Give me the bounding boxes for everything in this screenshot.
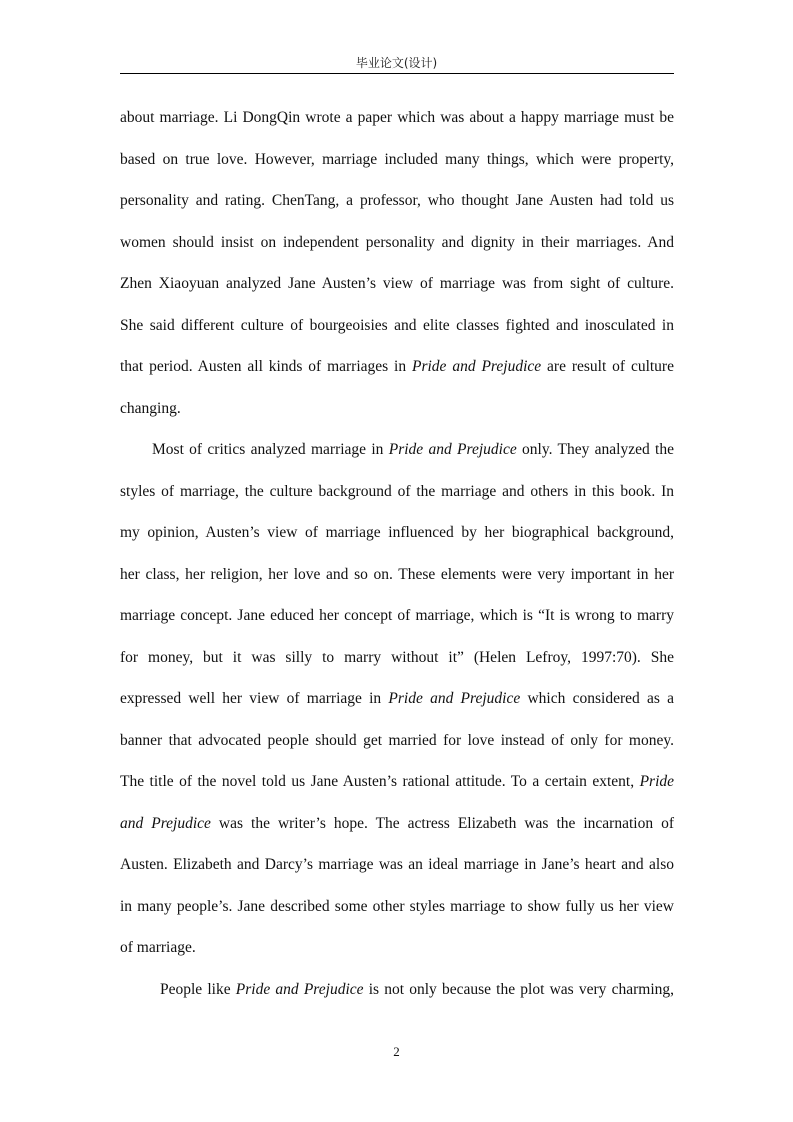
text-line: [120, 482, 674, 502]
text-line: [120, 316, 674, 336]
text-line: [120, 233, 674, 253]
text-segment: are result of culture: [541, 358, 674, 375]
text-segment: based on true love. However, marriage included many things, which were property,: [120, 150, 674, 168]
text-segment: banner that advocated people should get married for love instead of only for money.: [120, 731, 674, 749]
text-line: [120, 731, 674, 751]
text-segment: about marriage. Li DongQin wrote a paper which was about a happy marriage must be: [120, 109, 674, 126]
italic-title-text: Pride and Prejudice: [412, 358, 542, 375]
italic-title-text: Pride and Prejudice: [388, 441, 517, 458]
text-line: [120, 150, 674, 170]
italic-title-text: Pride and Prejudice: [388, 690, 521, 707]
text-line: [120, 855, 674, 875]
text-segment: for money, but it was silly to marry without it” (Helen Lefroy, 1997:70). She: [120, 648, 674, 666]
text-segment: her class, her religion, her love and so on. These elements were very important in her: [120, 565, 674, 583]
text-line: [120, 938, 674, 958]
text-line: [120, 523, 674, 543]
text-segment: Most of critics analyzed marriage in: [152, 441, 389, 458]
text-segment: The title of the novel told us Jane Austen’s rational attitude. To a certain extent,: [120, 773, 640, 790]
text-line: [120, 357, 674, 377]
text-segment: was the writer’s hope. The actress Elizabeth was the incarnation of: [210, 814, 674, 832]
text-line: [120, 689, 674, 709]
text-line: [120, 648, 674, 668]
text-segment: that period. Austen all kinds of marriages in: [120, 358, 412, 375]
text-line: [120, 814, 674, 834]
text-segment: women should insist on independent personality and dignity in their marriages. And: [120, 233, 674, 251]
text-segment: expressed well her view of marriage in: [120, 690, 389, 707]
text-segment: Austen. Elizabeth and Darcy’s marriage was an ideal marriage in Jane’s heart and also: [120, 856, 674, 873]
text-segment: is not only because the plot was very charming,: [363, 980, 674, 998]
text-segment: Zhen Xiaoyuan analyzed Jane Austen’s view of marriage was from sight of culture.: [120, 275, 674, 292]
text-segment: People like: [160, 980, 236, 998]
text-line: [120, 897, 674, 917]
running-header: 毕业论文(设计): [355, 56, 438, 70]
italic-title-text: Pride and Prejudice: [235, 980, 364, 998]
text-line: [120, 565, 674, 585]
header-rule: [120, 73, 674, 74]
text-segment: in many people’s. Jane described some other styles marriage to show fully us her view: [120, 897, 674, 915]
text-segment: She said different culture of bourgeoisies and elite classes fighted and inosculated in: [120, 316, 674, 334]
text-segment: of marriage.: [120, 939, 196, 956]
text-segment: which considered as a: [520, 690, 674, 707]
text-line: [120, 606, 674, 626]
text-segment: styles of marriage, the culture background of the marriage and others in this book. In: [120, 482, 674, 500]
text-line: [152, 440, 674, 460]
text-segment: personality and rating. ChenTang, a professor, who thought Jane Austen had told us: [120, 192, 674, 209]
text-segment: changing.: [120, 399, 181, 417]
text-line: [120, 399, 674, 419]
text-segment: my opinion, Austen’s view of marriage influenced by her biographical background,: [120, 524, 674, 541]
page-number: 2: [393, 1044, 400, 1059]
italic-title-text: Pride: [639, 773, 674, 790]
text-line: [120, 191, 674, 211]
text-line: [160, 980, 674, 1000]
text-segment: only. They analyzed the: [516, 441, 674, 458]
text-line: [120, 772, 674, 792]
text-line: [120, 274, 674, 294]
italic-title-text: and Prejudice: [120, 814, 211, 832]
text-line: [120, 108, 674, 128]
text-segment: marriage concept. Jane educed her concept of marriage, which is “It is wrong to marry: [120, 607, 674, 624]
